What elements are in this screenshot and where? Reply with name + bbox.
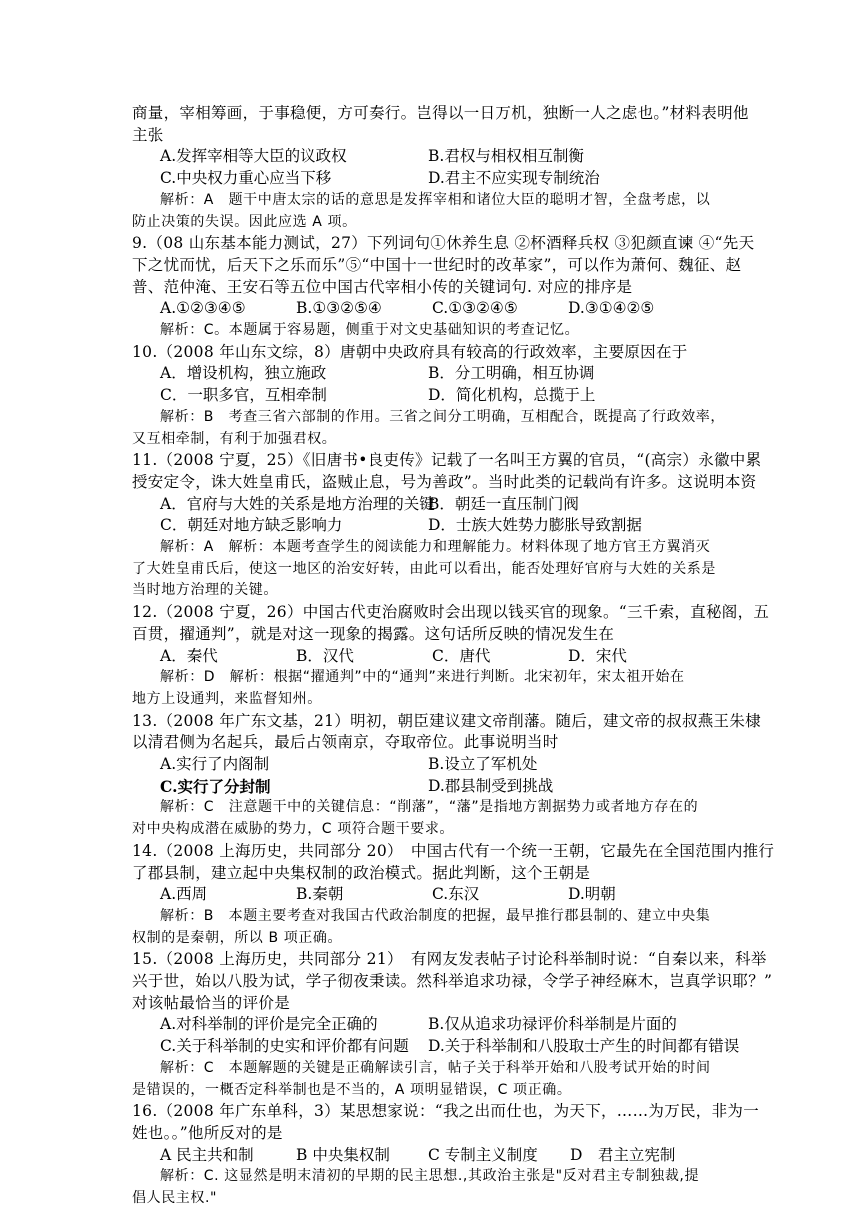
answer-option: C.实行了分封制 xyxy=(160,777,271,796)
answer-option: B．朝廷一直压制门阀 xyxy=(428,495,579,513)
question-line: 下之忧而忧，后天下之乐而乐”⑤“中国十一世纪时的改革家”，可以作为萧何、魏征、赵 xyxy=(132,256,742,274)
answer-option: B．汉代 xyxy=(296,647,354,665)
answer-option: C.中央权力重心应当下移 xyxy=(160,169,332,187)
answer-option: A.西周 xyxy=(160,885,208,903)
answer-option: A.①②③④⑤ xyxy=(160,299,246,317)
analysis-line: 解析：C 本题解题的关键是正确解读引言，帖子关于科举开始和八股考试开始的时间 xyxy=(160,1060,711,1076)
answer-option: A.发挥宰相等大臣的议政权 xyxy=(160,147,347,165)
answer-option: C．唐代 xyxy=(432,647,491,665)
answer-option: B．分工明确，相互协调 xyxy=(428,364,595,382)
answer-option: D.③①④②⑤ xyxy=(568,299,655,317)
answer-option: B.设立了军机处 xyxy=(428,755,538,773)
answer-option: D．简化机构，总揽于上 xyxy=(428,386,596,404)
question-line: 兴于世，始以八股为试，学子彻夜秉读。然科举追求功禄，令学子神经麻木，岂真学识耶？” xyxy=(132,972,773,990)
question-line: 9.（08 山东基本能力测试，27）下列词句①休养生息 ②杯酒释兵权 ③犯颜直谏 ④“先天 xyxy=(132,234,755,252)
answer-option: C 专制主义制度 xyxy=(428,1146,538,1164)
question-line: 13.（2008 年广东文基，21）明初，朝臣建议建文帝削藩。随后，建文帝的叔叔燕王朱棣 xyxy=(132,712,761,730)
answer-option: C．一职多官，互相牵制 xyxy=(160,386,327,404)
question-line: 主张 xyxy=(132,126,164,144)
analysis-line: 地方上设通判，来监督知州。 xyxy=(132,691,322,707)
answer-option: A.对科举制的评价是完全正确的 xyxy=(160,1015,378,1033)
answer-option: D.君主不应实现专制统治 xyxy=(428,169,600,187)
analysis-line: 解析：A 题干中唐太宗的话的意思是发挥宰相和诸位大臣的聪明才智，全盘考虑，以 xyxy=(160,192,711,208)
answer-option: B.仅从追求功禄评价科举制是片面的 xyxy=(428,1015,677,1033)
analysis-line: 解析：C。本题属于容易题，侧重于对文史基础知识的考查记忆。 xyxy=(160,322,580,338)
answer-option: D 君主立宪制 xyxy=(570,1146,676,1164)
answer-option: B 中央集权制 xyxy=(296,1146,390,1164)
question-line: 10.（2008 年山东文综，8）唐朝中央政府具有较高的行政效率，主要原因在于 xyxy=(132,343,688,361)
answer-option: D.关于科举制和八股取士产生的时间都有错误 xyxy=(428,1037,740,1055)
question-line: 14.（2008 上海历史，共同部分 20） 中国古代有一个统一王朝，它最先在全国范围内推行 xyxy=(132,842,775,860)
question-line: 16.（2008 年广东单科，3）某思想家说：“我之出而仕也，为天下，……为万民，非为一 xyxy=(132,1102,760,1120)
question-line: 以清君侧为名起兵，最后占领南京，夺取帝位。此事说明当时 xyxy=(132,733,559,751)
analysis-line: 了大姓皇甫氏后，使这一地区的治安好转，由此可以看出，能否处理好官府与大姓的关系是 xyxy=(132,561,716,577)
answer-option: C．朝廷对地方缺乏影响力 xyxy=(160,516,343,534)
analysis-line: 权制的是秦朝，所以 B 项正确。 xyxy=(132,930,343,946)
answer-option: D．士族大姓势力膨胀导致割据 xyxy=(428,516,642,534)
answer-option: A．秦代 xyxy=(160,647,218,665)
question-line: 普、范仲淹、王安石等五位中国古代宰相小传的关键词句. 对应的排序是 xyxy=(132,278,633,296)
answer-option: A．官府与大姓的关系是地方治理的关键 xyxy=(160,495,435,513)
answer-option: C.①③②④⑤ xyxy=(432,299,518,317)
analysis-line: 对中央构成潜在威胁的势力，C 项符合题干要求。 xyxy=(132,821,455,837)
answer-option: C.东汉 xyxy=(432,885,480,903)
answer-option: D.郡县制受到挑战 xyxy=(428,777,554,795)
answer-option: D.明朝 xyxy=(568,885,616,903)
answer-option: A.实行了内阁制 xyxy=(160,755,270,773)
answer-option: B.君权与相权相互制衡 xyxy=(428,147,584,165)
answer-option: D．宋代 xyxy=(568,647,627,665)
answer-option: B.秦朝 xyxy=(296,885,344,903)
question-line: 15.（2008 上海历史，共同部分 21） 有网友发表帖子讨论科举制时说：“自秦以来，科举 xyxy=(132,950,767,968)
analysis-line: 解析：D 解析：根据“擢通判”中的“通判”来进行判断。北宋初年，宋太祖开始在 xyxy=(160,669,685,685)
analysis-line: 是错误的，一概否定科举制也是不当的，A 项明显错误，C 项正确。 xyxy=(132,1082,572,1098)
analysis-line: 解析：B 考查三省六部制的作用。三省之间分工明确，互相配合，既提高了行政效率， xyxy=(160,409,726,425)
analysis-line: 解析：A 解析：本题考查学生的阅读能力和理解能力。材料体现了地方官王方翼消灭 xyxy=(160,539,711,555)
analysis-line: 倡人民主权." xyxy=(132,1190,218,1206)
answer-option: A．增设机构，独立施政 xyxy=(160,364,327,382)
answer-option: A 民主共和制 xyxy=(160,1146,254,1164)
question-line: 商量，宰相筹画，于事稳便，方可奏行。岂得以一日万机，独断一人之虑也。”材料表明他 xyxy=(132,104,749,122)
question-line: 12.（2008 宁夏，26）中国古代吏治腐败时会出现以钱买官的现象。“三千索，直秘阁，五 xyxy=(132,603,770,621)
question-line: 授安定令，诛大姓皇甫氏，盗贼止息，号为善政”。当时此类的记载尚有许多。这说明本资 xyxy=(132,473,757,491)
answer-option: C.关于科举制的史实和评价都有问题 xyxy=(160,1037,409,1055)
analysis-line: 解析：C. 这显然是明末清初的早期的民主思想.,其政治主张是"反对君主专制独裁,提 xyxy=(160,1168,700,1184)
question-line: 11.（2008 宁夏，25）《旧唐书•良吏传》记载了一名叫王方翼的官员，“(高宗）永徽中累 xyxy=(132,451,762,469)
answer-option: B.①③②⑤④ xyxy=(296,299,382,317)
question-line: 对该帖最恰当的评价是 xyxy=(132,994,291,1012)
analysis-line: 防止决策的失误。因此应选 A 项。 xyxy=(132,214,357,230)
question-line: 了郡县制，建立起中央集权制的政治模式。据此判断，这个王朝是 xyxy=(132,864,591,882)
analysis-line: 又互相牵制，有利于加强君权。 xyxy=(132,431,337,447)
question-line: 姓也。。”他所反对的是 xyxy=(132,1124,283,1142)
analysis-line: 解析：B 本题主要考查对我国古代政治制度的把握，最早推行郡县制的、建立中央集 xyxy=(160,908,711,924)
analysis-line: 解析：C 注意题干中的关键信息：“削藩”，“藩”是指地方割据势力或者地方存在的 xyxy=(160,799,699,815)
question-line: 百贯，擢通判”，就是对这一现象的揭露。这句话所反映的情况发生在 xyxy=(132,625,615,643)
analysis-line: 当时地方治理的关键。 xyxy=(132,582,278,598)
